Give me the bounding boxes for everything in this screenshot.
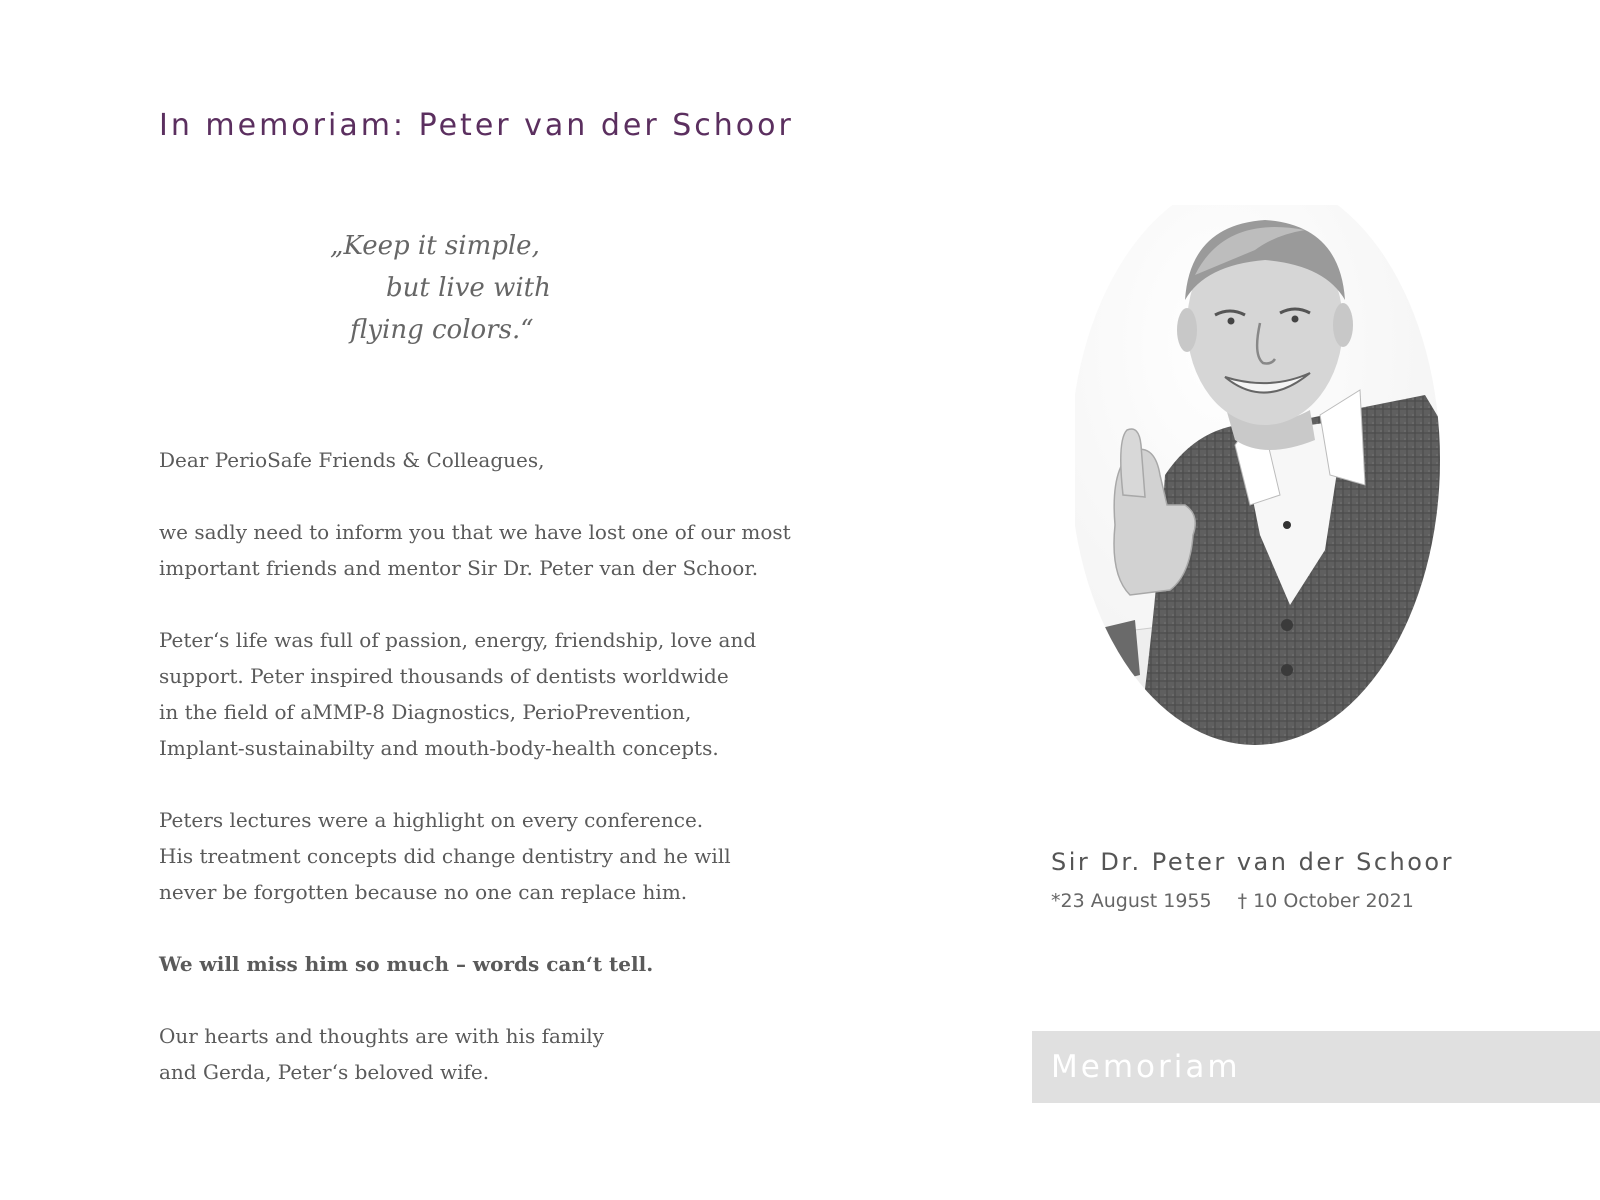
quote-line: „Keep it simple, [330, 231, 540, 261]
text-line: never be forgotten because no one can replace him. [159, 880, 688, 904]
quote-line: flying colors.“ [350, 315, 534, 345]
text-line: in the field of aMMP-8 Diagnostics, PerioPrevention, [159, 700, 692, 724]
text-line: Dear PerioSafe Friends & Colleagues, [159, 448, 545, 472]
letter-paragraph [159, 622, 799, 766]
text-line: Peter‘s life was full of passion, energy, friendship, love and [159, 628, 757, 652]
text-line: support. Peter inspired thousands of dentists worldwide [159, 664, 729, 688]
page-title: In memoriam: Peter van der Schoor [159, 108, 794, 143]
letter-paragraph [159, 802, 799, 910]
text-line: important friends and mentor Sir Dr. Peter van der Schoor. [159, 556, 759, 580]
text-line: We will miss him so much – words can‘t tell. [159, 952, 654, 976]
letter-paragraph [159, 514, 799, 586]
text-line: Peters lectures were a highlight on every conference. [159, 808, 704, 832]
text-line: we sadly need to inform you that we have lost one of our most [159, 520, 791, 544]
quote-line: but live with [386, 273, 551, 303]
letter-greeting [159, 442, 799, 478]
letter-body [159, 442, 799, 1126]
text-line: Our hearts and thoughts are with his family [159, 1024, 604, 1048]
letter-paragraph [159, 1018, 799, 1090]
person-name: Sir Dr. Peter van der Schoor [1051, 848, 1454, 876]
death-date: † 10 October 2021 [1237, 890, 1414, 912]
banner-label: Memoriam [1051, 1049, 1241, 1085]
portrait-photo [1075, 205, 1445, 745]
text-line: Implant-sustainabilty and mouth-body-health concepts. [159, 736, 719, 760]
memoriam-banner [1032, 1031, 1600, 1103]
text-line: His treatment concepts did change dentistry and he will [159, 844, 731, 868]
life-dates [1051, 890, 1414, 912]
letter-closing [159, 946, 799, 982]
birth-date: *23 August 1955 [1051, 890, 1212, 912]
text-line: and Gerda, Peter‘s beloved wife. [159, 1060, 490, 1084]
